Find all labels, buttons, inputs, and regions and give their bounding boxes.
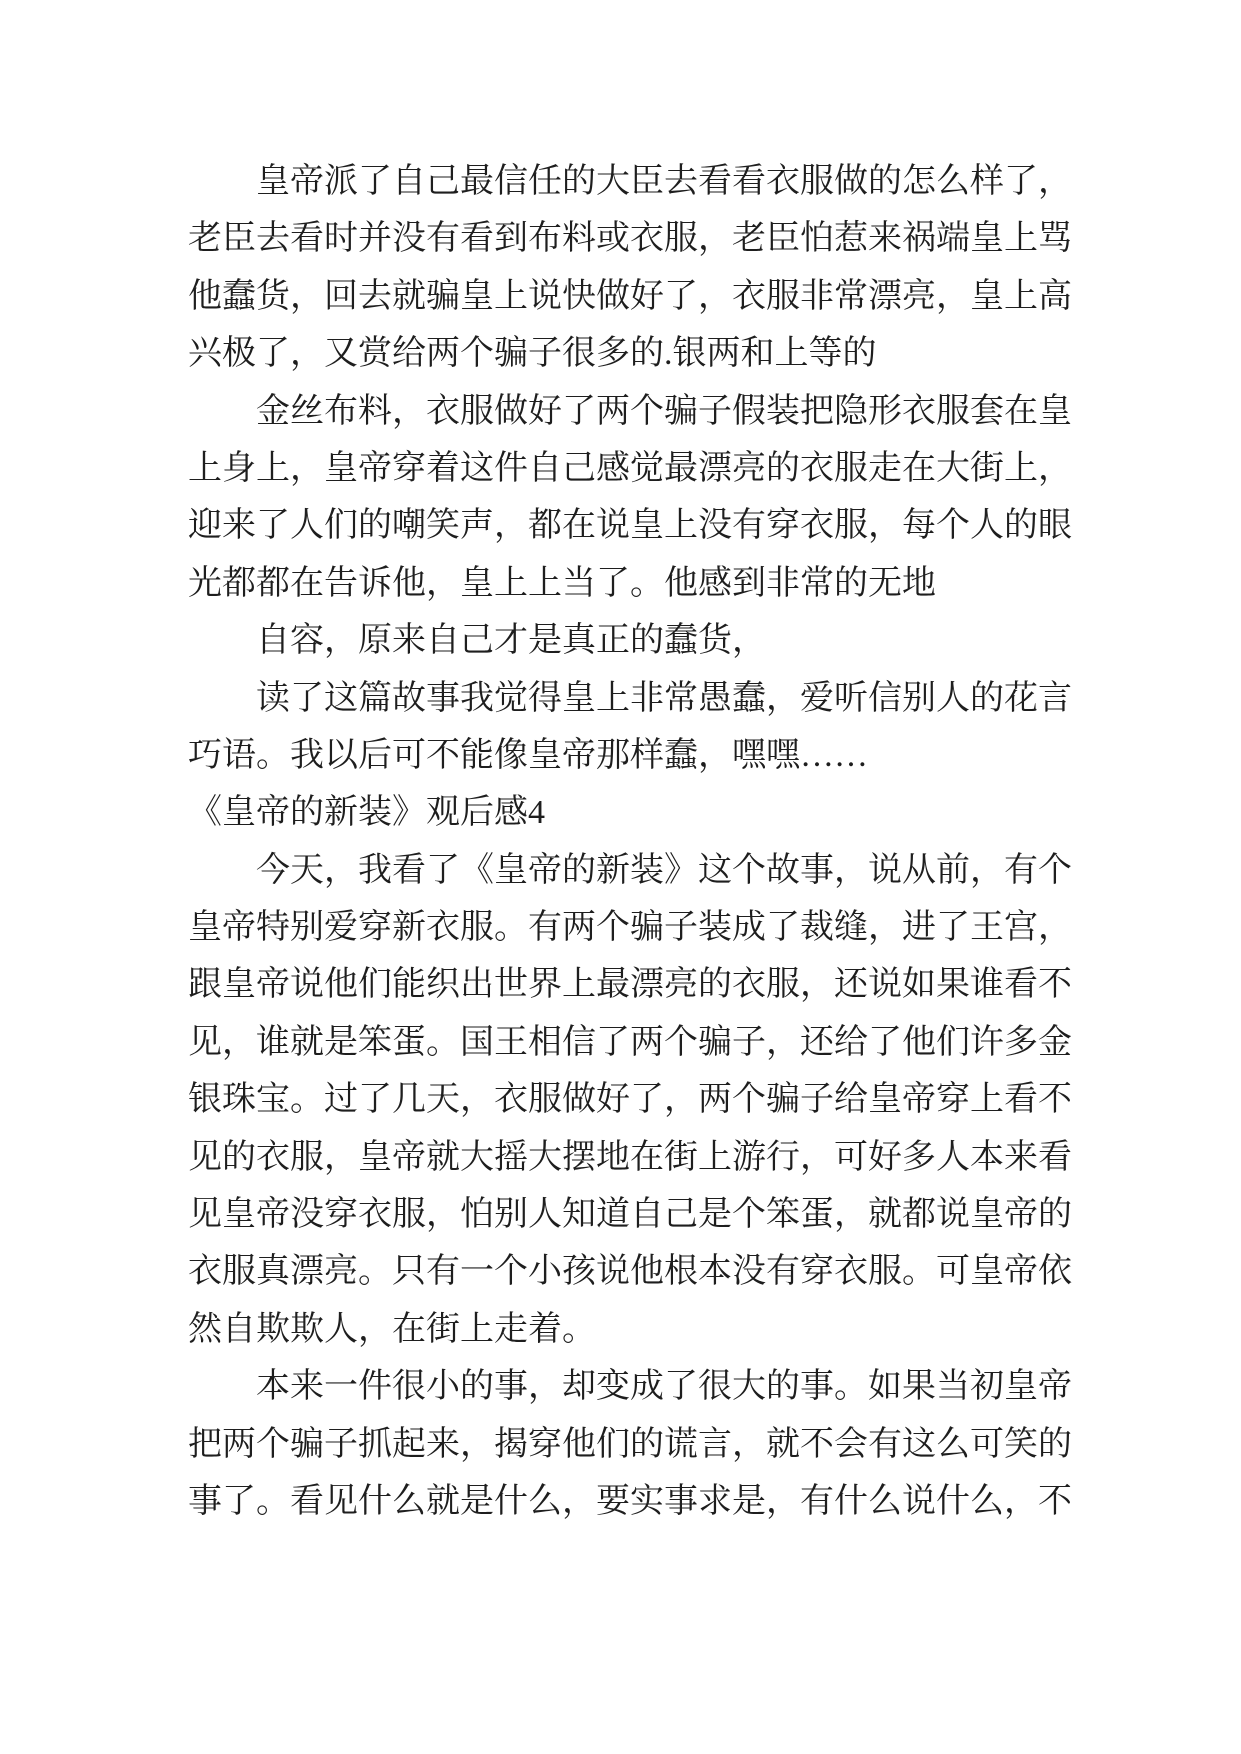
text-line: 光都都在告诉他，皇上上当了。他感到非常的无地 [188,564,936,602]
section-heading-line: 《皇帝的新装》观后感4 [188,794,545,832]
text-line: 本来一件很小的事，却变成了很大的事。如果当初皇帝 [256,1368,1072,1406]
text-line: 皇帝派了自己最信任的大臣去看看衣服做的怎么样了， [256,163,1072,200]
text-line: 衣服真漂亮。只有一个小孩说他根本没有穿衣服。可皇帝依 [188,1253,1072,1291]
text-line: 见，谁就是笨蛋。国王相信了两个骗子，还给了他们许多金 [188,1023,1072,1061]
text-line: 事了。看见什么就是什么，要实事求是，有什么说什么，不 [188,1482,1072,1520]
text-line: 上身上，皇帝穿着这件自己感觉最漂亮的衣服走在大街上， [188,449,1072,487]
text-line: 银珠宝。过了几天，衣服做好了，两个骗子给皇帝穿上看不 [188,1081,1072,1119]
text-line: 金丝布料，衣服做好了两个骗子假装把隐形衣服套在皇 [256,392,1072,430]
text-line: 今天，我看了《皇帝的新装》这个故事，说从前，有个 [256,851,1072,889]
text-line: 然自欺欺人，在街上走着。 [188,1310,596,1348]
text-line: 把两个骗子抓起来，揭穿他们的谎言，就不会有这么可笑的 [188,1425,1072,1463]
text-line: 迎来了人们的嘲笑声，都在说皇上没有穿衣服，每个人的眼 [188,507,1072,545]
text-line: 见皇帝没穿衣服，怕别人知道自己是个笨蛋，就都说皇帝的 [188,1196,1072,1234]
text-line: 读了这篇故事我觉得皇上非常愚蠢，爱听信别人的花言 [256,679,1072,717]
text-line: 见的衣服，皇帝就大摇大摆地在街上游行，可好多人本来看 [188,1138,1072,1176]
essay-text-block [188,153,1072,1530]
text-line: 兴极了，又赏给两个骗子很多的.银两和上等的 [188,335,877,373]
text-line: 跟皇帝说他们能织出世界上最漂亮的衣服，还说如果谁看不 [188,966,1072,1004]
text-line: 他蠢货，回去就骗皇上说快做好了，衣服非常漂亮，皇上高 [188,277,1072,315]
text-line: 巧语。我以后可不能像皇帝那样蠢，嘿嘿…… [188,736,868,774]
text-line: 自容，原来自己才是真正的蠢货， [256,622,766,660]
text-line: 皇帝特别爱穿新衣服。有两个骗子装成了裁缝，进了王宫， [188,909,1072,947]
text-line: 老臣去看时并没有看到布料或衣服，老臣怕惹来祸端皇上骂 [188,220,1072,258]
